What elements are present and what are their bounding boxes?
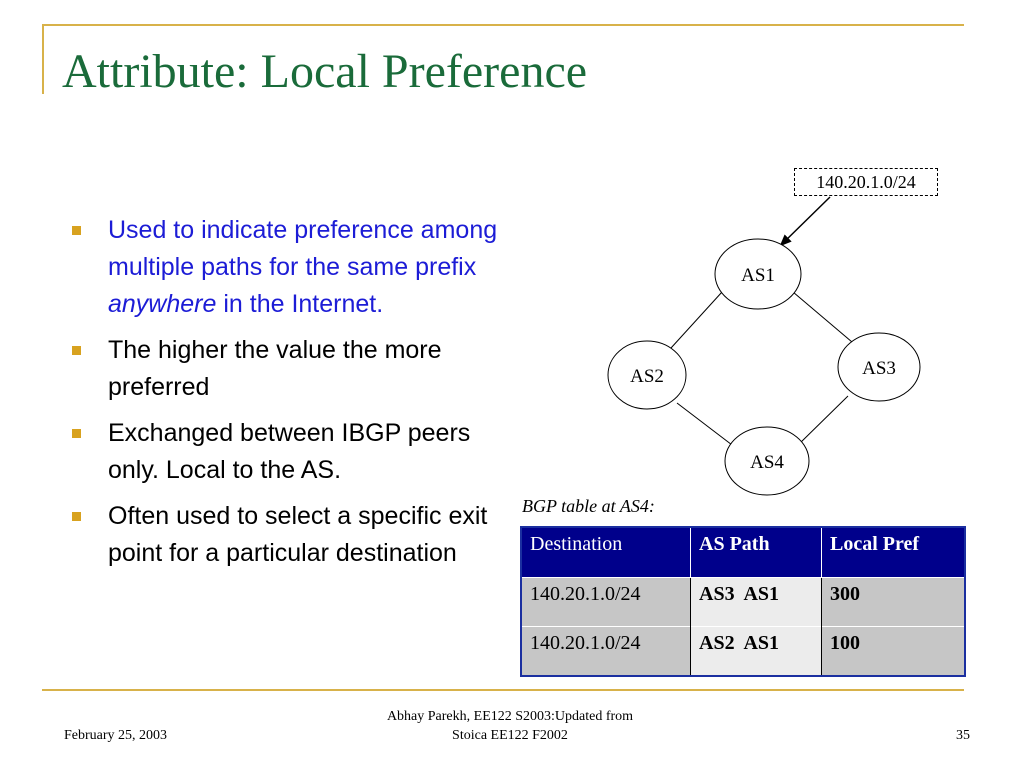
- square-bullet-icon: [72, 512, 81, 521]
- table-row: [521, 627, 965, 677]
- bgp-table-caption: BGP table at AS4:: [522, 496, 655, 516]
- prefix-arrow: [781, 197, 830, 245]
- edge-as3-as4: [797, 396, 848, 446]
- edge-as2-as4: [677, 403, 736, 448]
- edge-as1-as3: [793, 292, 852, 342]
- footer-date: February 25, 2003: [64, 728, 168, 743]
- bullet-emphasis: anywhere: [108, 290, 217, 318]
- node-as4-label: AS4: [750, 452, 784, 473]
- slide-title: Attribute: Local Preference: [62, 45, 588, 98]
- node-as1-label: AS1: [741, 265, 775, 286]
- bullet-item: [70, 212, 510, 323]
- footer-credit-line: Stoica EE122 F2002: [452, 728, 568, 743]
- table-header-row: [521, 527, 965, 578]
- cell-as-path: AS3 AS1: [691, 578, 822, 627]
- cell-local-pref: 100: [822, 627, 966, 677]
- node-as2-label: AS2: [630, 366, 664, 387]
- header-local-pref: Local Pref: [822, 527, 966, 578]
- square-bullet-icon: [72, 346, 81, 355]
- bullet-text: in the Internet.: [216, 290, 384, 318]
- cell-destination: 140.20.1.0/24: [521, 627, 691, 677]
- bullet-text: Used to indicate preference among multiple paths for the same prefix: [108, 216, 498, 281]
- bgp-table: [520, 526, 966, 677]
- bullet-list: [70, 212, 510, 581]
- cell-as-path: AS2 AS1: [691, 627, 822, 677]
- header-destination: Destination: [521, 527, 691, 578]
- top-rule: [42, 24, 964, 26]
- node-as3-label: AS3: [862, 358, 896, 379]
- bullet-text: Often used to select a specific exit point for a particular destination: [108, 502, 488, 567]
- cell-local-pref: 300: [822, 578, 966, 627]
- bullet-item: [70, 498, 510, 572]
- table-row: [521, 578, 965, 627]
- footer-credit-line: Abhay Parekh, EE122 S2003:Updated from: [386, 709, 634, 724]
- bottom-rule: [42, 689, 964, 691]
- page-number: 35: [956, 728, 970, 743]
- square-bullet-icon: [72, 429, 81, 438]
- bullet-item: [70, 332, 510, 406]
- cell-destination: 140.20.1.0/24: [521, 578, 691, 627]
- header-as-path: AS Path: [691, 527, 822, 578]
- edge-as1-as2: [671, 292, 722, 348]
- prefix-label: 140.20.1.0/24: [794, 168, 938, 196]
- bullet-text: The higher the value the more preferred: [108, 336, 442, 401]
- as-topology-diagram: [600, 190, 940, 500]
- footer-credit: [340, 707, 680, 745]
- left-rule: [42, 24, 44, 94]
- bullet-item: [70, 415, 510, 489]
- square-bullet-icon: [72, 226, 81, 235]
- bullet-text: Exchanged between IBGP peers only. Local to the AS.: [108, 419, 471, 484]
